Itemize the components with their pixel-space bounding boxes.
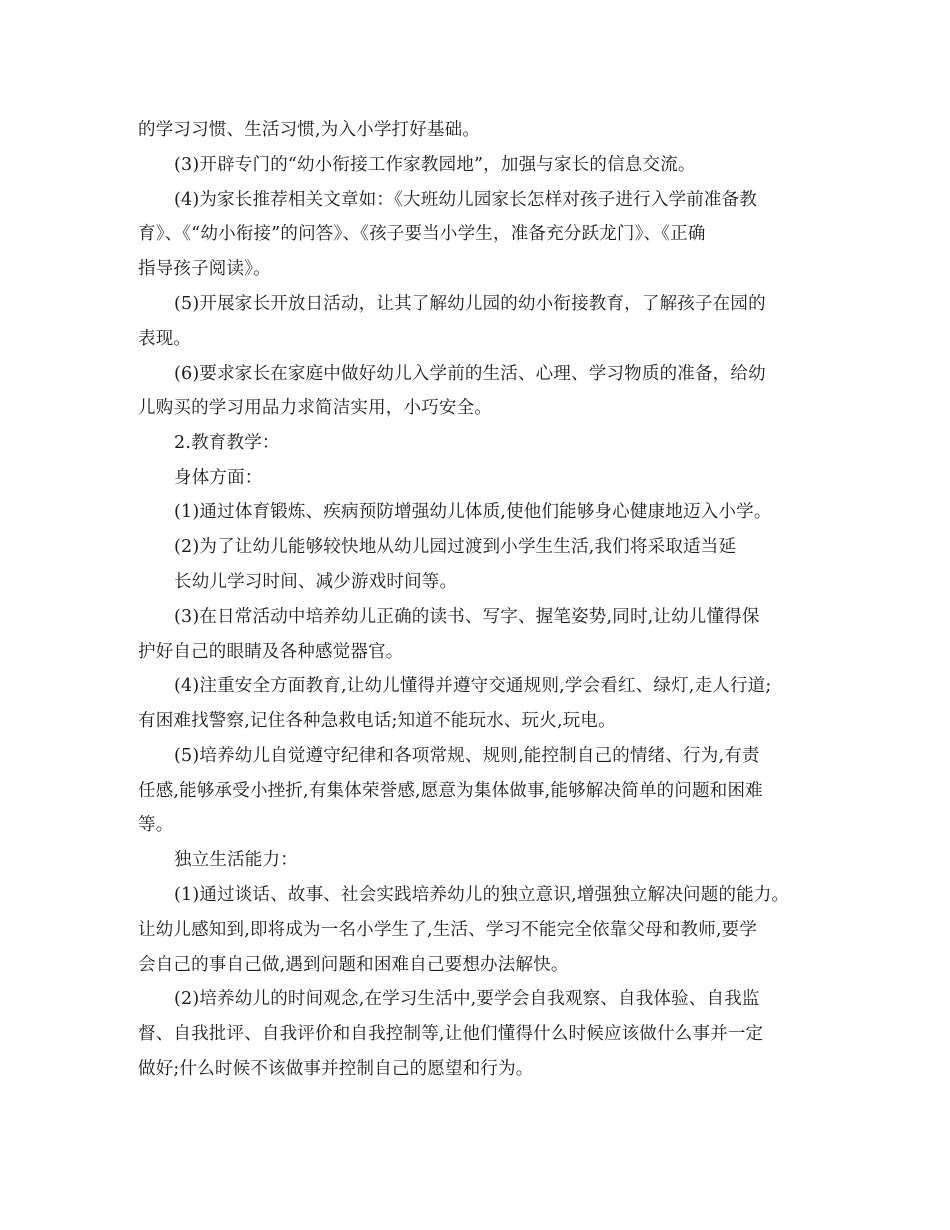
text-line: 儿购买的学习用品力求简洁实用，小巧安全。: [138, 398, 492, 418]
text-line: 督、自我批评、自我评价和自我控制等,让他们懂得什么时候应该做什么事并一定: [138, 1024, 764, 1044]
text-line: 表现。: [138, 329, 192, 349]
text-line: (1)通过谈话、故事、社会实践培养幼儿的独立意识,增强独立解决问题的能力。: [174, 885, 790, 905]
text-line: (2)培养幼儿的时间观念,在学习生活中,要学会自我观察、自我体验、自我监: [174, 989, 760, 1009]
text-line: 指导孩子阅读》。: [138, 259, 271, 279]
text-line: (2)为了让幼儿能够较快地从幼儿园过渡到小学生生活,我们将采取适当延: [174, 537, 737, 557]
section-heading: 2.教育教学：: [174, 433, 280, 453]
text-line: 等。: [138, 815, 174, 835]
text-line: (1)通过体育锻炼、疾病预防增强幼儿体质,使他们能够身心健康地迈入小学。: [174, 502, 772, 522]
text-line: (3)在日常活动中培养幼儿正确的读书、写字、握笔姿势,同时,让幼儿懂得保: [174, 607, 760, 627]
text-line: 让幼儿感知到,即将成为一名小学生了,生活、学习不能完全依靠父母和教师,要学: [138, 920, 758, 940]
text-line: (5)开展家长开放日活动，让其了解幼儿园的幼小衔接教育，了解孩子在园的: [174, 294, 766, 314]
text-line: 护好自己的眼睛及各种感觉器官。: [138, 642, 404, 662]
text-line: (4)为家长推荐相关文章如：《大班幼儿园家长怎样对孩子进行入学前准备教: [174, 190, 758, 210]
text-line: 有困难找警察,记住各种急救电话;知道不能玩水、玩火,玩电。: [138, 711, 616, 731]
text-line: 会自己的事自己做,遇到问题和困难自己要想办法解快。: [138, 955, 569, 975]
text-line: (4)注重安全方面教育,让幼儿懂得并遵守交通规则,学会看红、绿灯,走人行道;: [174, 676, 772, 696]
text-line: (6)要求家长在家庭中做好幼儿入学前的生活、心理、学习物质的准备，给幼: [174, 364, 766, 384]
text-line: 育》、《“幼小衔接”的问答》、《孩子要当小学生，准备充分跃龙门》、《正确: [138, 224, 706, 244]
text-line: (3)开辟专门的“幼小衔接工作家教园地”，加强与家长的信息交流。: [174, 155, 696, 175]
text-line: (5)培养幼儿自觉遵守纪律和各项常规、规则,能控制自己的情绪、行为,有责: [174, 746, 760, 766]
text-line: 任感,能够承受小挫折,有集体荣誉感,愿意为集体做事,能够解决简单的问题和困难: [138, 781, 763, 801]
subsection-heading: 身体方面：: [174, 468, 263, 488]
text-line: 长幼儿学习时间、减少游戏时间等。: [174, 572, 458, 592]
text-line: 的学习习惯、生活习惯,为入小学打好基础。: [138, 120, 481, 140]
text-line: 做好;什么时候不该做事并控制自己的愿望和行为。: [138, 1059, 534, 1079]
subsection-heading: 独立生活能力：: [174, 850, 298, 870]
